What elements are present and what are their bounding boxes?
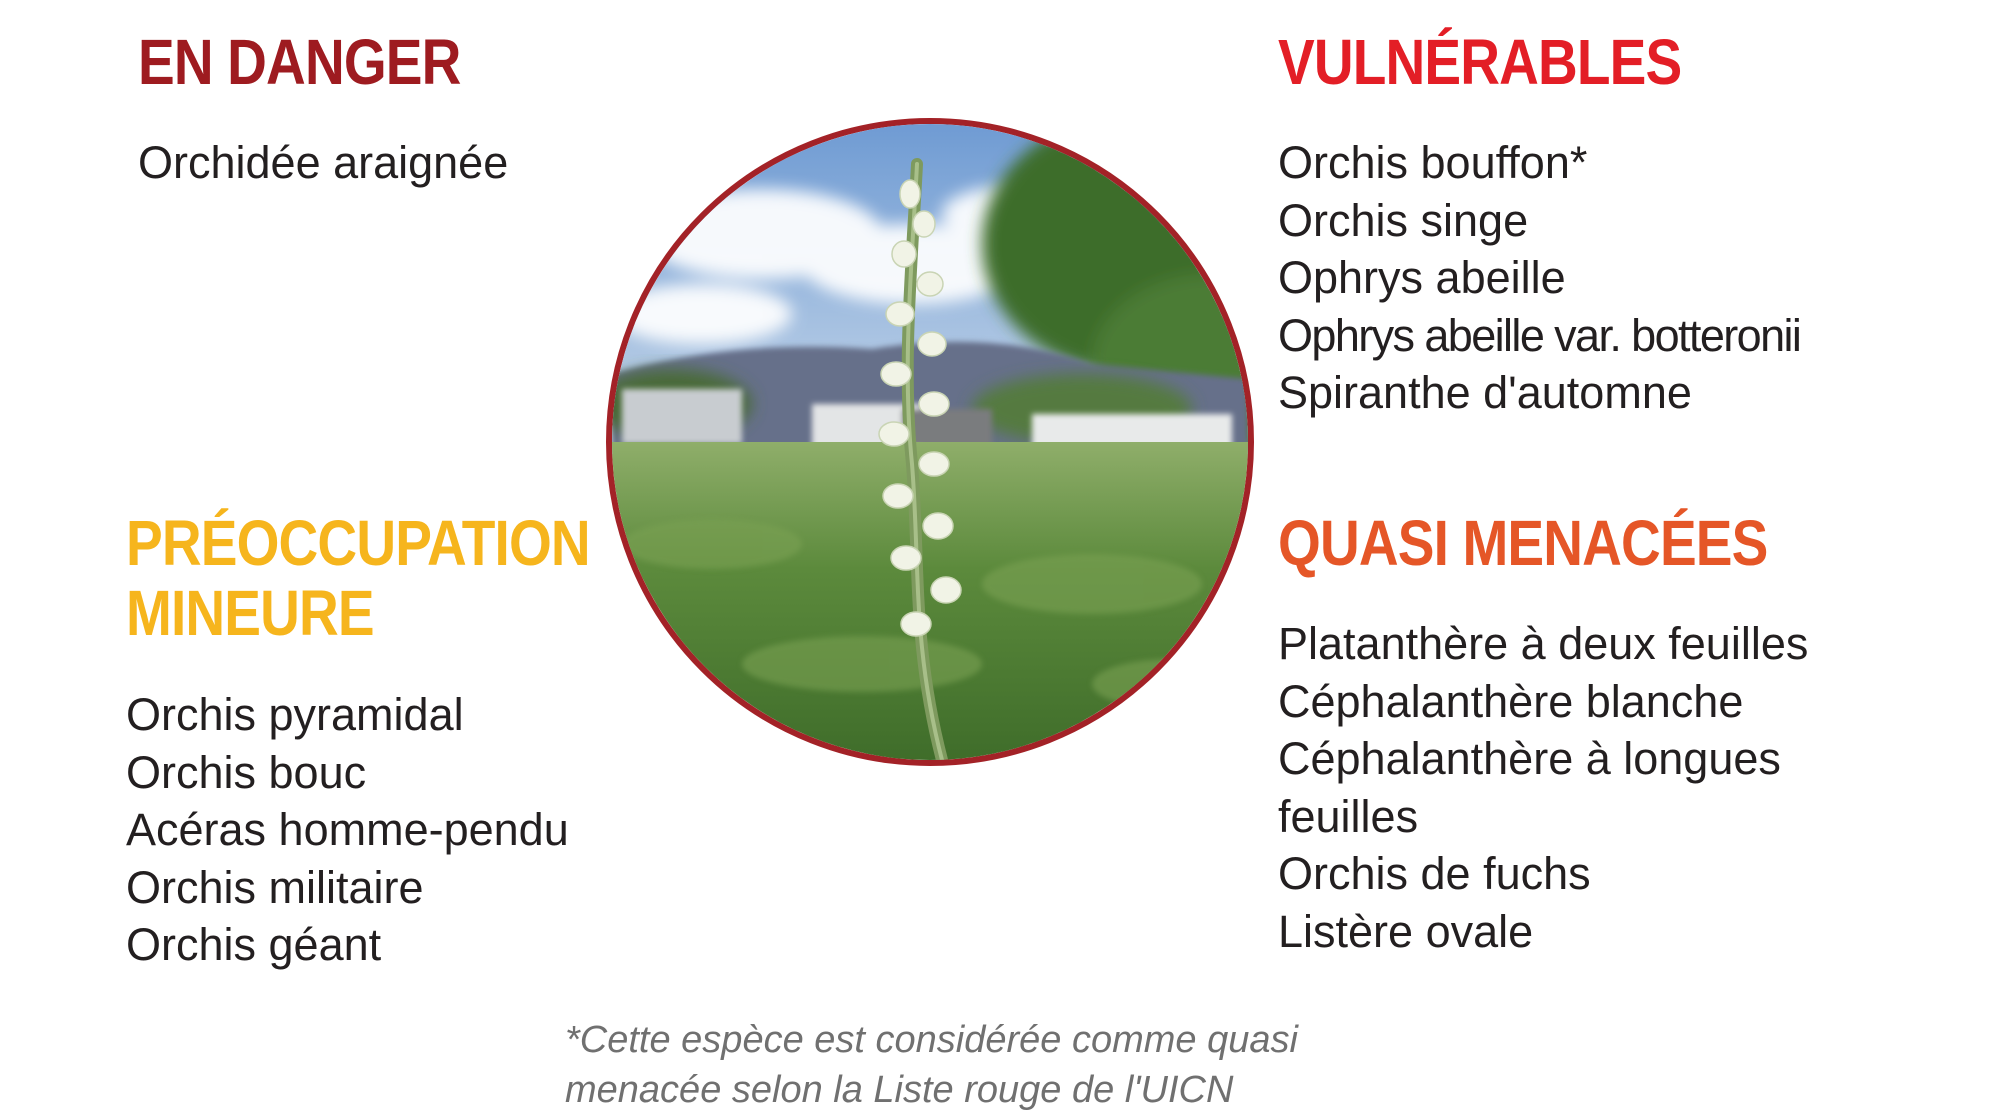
species-item: Ophrys abeille var. botteronii xyxy=(1278,309,1801,361)
species-item: Céphalanthère à longues xyxy=(1278,733,1781,784)
species-item: Listère ovale xyxy=(1278,905,1534,957)
species-item: Acéras homme-pendu xyxy=(126,804,569,855)
footnote xyxy=(565,1015,1298,1115)
species-item: Ophrys abeille xyxy=(1278,252,1566,303)
heading-least-concern xyxy=(126,508,590,648)
heading-vulnerable: VULNÉRABLES xyxy=(1278,26,1682,98)
heading-line: MINEURE xyxy=(126,577,374,649)
footnote-line: *Cette espèce est considérée comme quasi xyxy=(565,1019,1298,1061)
footnote-line: menacée selon la Liste rouge de l'UICN xyxy=(565,1069,1234,1111)
heading-line: PRÉOCCUPATION xyxy=(126,507,590,579)
heading-near-threatened: QUASI MENACÉES xyxy=(1278,507,1768,579)
species-item: Orchis militaire xyxy=(126,861,424,913)
species-item: Orchis bouc xyxy=(126,746,367,798)
species-item: Orchis bouffon* xyxy=(1278,137,1588,188)
species-item: Platanthère à deux feuilles xyxy=(1278,618,1809,669)
species-item: Céphalanthère blanche xyxy=(1278,675,1744,727)
list-endangered xyxy=(138,134,508,192)
orchid-photo xyxy=(606,118,1254,766)
species-item: feuilles xyxy=(1278,790,1419,842)
species-item: Orchis singe xyxy=(1278,194,1529,246)
species-item: Orchis pyramidal xyxy=(126,689,464,740)
species-item: Orchidée araignée xyxy=(138,137,509,188)
species-item: Spiranthe d'automne xyxy=(1278,367,1692,418)
species-item: Orchis de fuchs xyxy=(1278,848,1591,899)
orchid-photo-illustration xyxy=(612,124,1248,760)
list-near-threatened xyxy=(1278,615,1808,960)
heading-endangered: EN DANGER xyxy=(138,26,461,98)
species-item: Orchis géant xyxy=(126,919,382,970)
list-least-concern xyxy=(126,686,569,974)
list-vulnerable xyxy=(1278,134,1800,422)
